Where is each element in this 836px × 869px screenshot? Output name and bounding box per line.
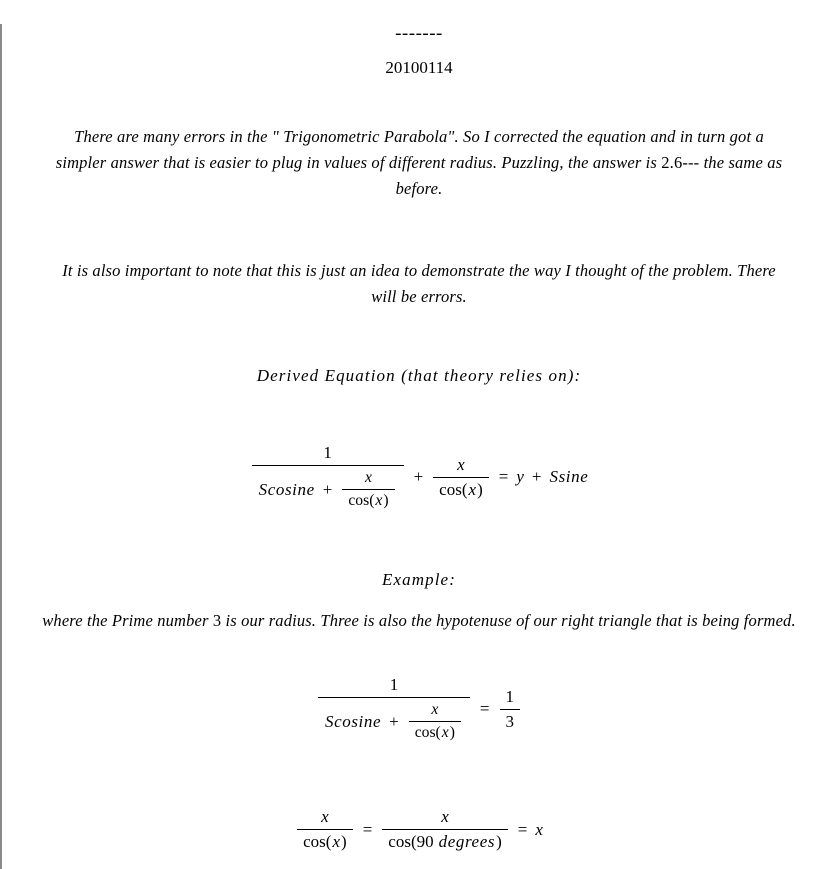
heading-example: Example: — [382, 570, 456, 589]
function-cos: cos — [388, 832, 411, 851]
paren-close: ) — [477, 479, 483, 499]
operator-plus-outer: + — [413, 467, 424, 486]
term-scosine: Scosine — [258, 479, 315, 499]
lhs-denominator: cos ( x ) — [303, 832, 347, 851]
paren-close: ) — [383, 492, 389, 509]
equation-third-mid-fraction — [382, 806, 507, 853]
operator-plus: + — [389, 711, 399, 731]
paragraph-intro-value: 2.6 — [661, 153, 683, 172]
equation-main-inner-fraction — [342, 468, 394, 511]
equation-second-numerator: 1 — [389, 675, 399, 694]
operator-equals: = — [479, 699, 490, 718]
paren-open: ( — [435, 724, 441, 741]
function-cos: cos — [303, 832, 326, 851]
term-ssine: Ssine — [549, 467, 589, 486]
inner-denominator: cos ( x ) — [414, 724, 455, 741]
fraction-bar — [297, 829, 353, 830]
mid-numerator: x — [441, 807, 449, 826]
unit-degrees: degrees — [438, 832, 496, 851]
document-date: 20100114 — [385, 58, 453, 77]
fraction-bar — [500, 709, 521, 710]
term2-numerator: x — [457, 454, 465, 474]
variable-x-result: x — [535, 819, 543, 839]
fraction-bar — [252, 465, 404, 466]
operator-plus: + — [322, 479, 333, 499]
function-cos: cos — [439, 479, 462, 499]
fraction-bar — [342, 489, 394, 490]
paragraph-intro-part1: There are many errors in the " Trigonometric Parabola". So I corrected the equation and in turn got a simpler answer that is easier to plug in values of different radius. Puzzling, the answer is — [55, 127, 764, 172]
example-note-part2: is our radius. Three is also the hypotenuse of our right triangle that is being formed. — [221, 611, 796, 630]
equation-second — [20, 674, 818, 744]
rhs-denominator: 3 — [505, 711, 515, 731]
example-note-number: 3 — [212, 611, 222, 630]
lhs-numerator: x — [321, 807, 329, 826]
paren-close: ) — [341, 832, 347, 851]
inner-numerator: x — [431, 701, 439, 718]
paragraph-note: It is also important to note that this is just an idea to demonstrate the way I thought of the problem. There will be errors. — [62, 261, 776, 306]
heading-derived-equation: Derived Equation (that theory relies on): — [256, 366, 582, 385]
operator-equals-2: = — [517, 819, 528, 839]
paragraph-example-note — [39, 608, 799, 634]
equation-second-big-fraction — [318, 674, 470, 744]
equation-second-rhs-fraction — [500, 686, 521, 733]
equation-main-denominator — [252, 467, 404, 512]
paren-close: ) — [496, 832, 502, 851]
equation-third-lhs-fraction — [297, 806, 353, 853]
inner-denominator: cos ( x ) — [348, 492, 389, 509]
paren-close: ) — [449, 724, 455, 741]
paren-open: ( — [369, 492, 375, 509]
equation-second-inner-fraction — [409, 700, 461, 743]
paragraph-intro — [54, 124, 784, 202]
paren-open: ( — [410, 832, 417, 851]
equation-second-denominator — [318, 699, 470, 744]
operator-equals-1: = — [362, 819, 373, 839]
equation-main-term2-fraction — [433, 454, 489, 501]
operator-plus-rhs: + — [531, 467, 542, 486]
function-cos: cos — [348, 492, 370, 509]
equation-main — [20, 442, 818, 512]
variable-y: y — [516, 467, 524, 486]
equation-main-numerator: 1 — [323, 443, 332, 462]
paren-open: ( — [325, 832, 332, 851]
fraction-bar — [433, 477, 489, 478]
equation-main-big-fraction — [252, 442, 404, 512]
rhs-numerator: 1 — [505, 686, 515, 706]
header-rule: ------- — [395, 23, 443, 44]
operator-equals: = — [498, 467, 509, 486]
angle-value: 90 — [416, 832, 434, 851]
function-cos: cos — [414, 724, 436, 741]
fraction-bar — [318, 697, 470, 698]
paren-open: ( — [461, 479, 468, 499]
paragraph-intro-part2: --- the same as before. — [395, 153, 783, 198]
example-note-part1: where the Prime number — [42, 611, 213, 630]
fraction-bar — [382, 829, 507, 830]
equation-third — [20, 806, 818, 853]
fraction-bar — [409, 721, 461, 722]
term-scosine: Scosine — [324, 711, 382, 731]
inner-numerator: x — [365, 469, 372, 486]
term2-denominator: cos ( x ) — [439, 479, 483, 499]
document-page — [2, 24, 836, 869]
mid-denominator — [382, 831, 507, 853]
